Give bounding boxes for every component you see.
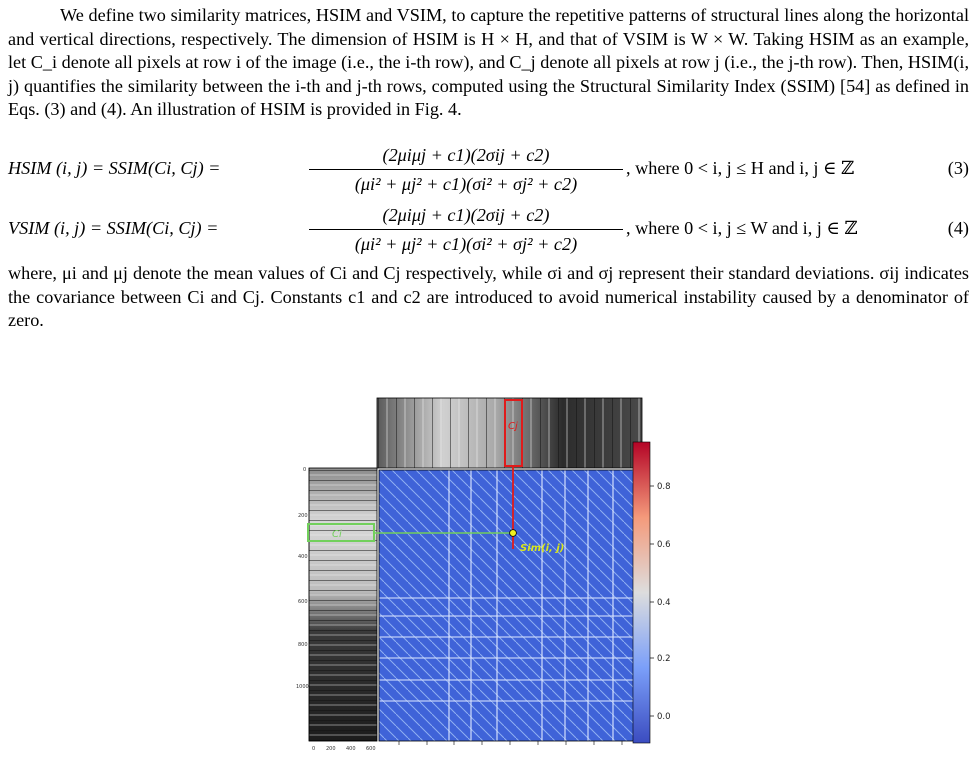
equation-denominator: (μi² + μj² + c1)(σi² + σj² + c2) (354, 174, 578, 194)
bottom-axis-tick: 200 (326, 746, 336, 752)
left-axis-tick: 0 (303, 467, 307, 473)
where-paragraph (8, 262, 969, 333)
left-axis (296, 467, 309, 741)
equation-numerator: (2μiμj + c1)(2σij + c2) (382, 205, 550, 225)
equation-number: (4) (947, 218, 969, 238)
where-text: where, μi and μj denote the mean values of Ci and Cj respectively, while σi and σj represent their standard deviations. σij indicates the covariance between Ci and Cj. Constants c1 and c2 are introduced to avoid numerical instability caused by a denominator of zero. (8, 263, 969, 331)
left-axis-tick: 400 (298, 554, 308, 560)
equation-lhs: HSIM (i, j) = SSIM(Ci, Cj) = (8, 158, 221, 178)
colorbar (633, 442, 671, 743)
bottom-axis-tick: 0 (312, 746, 316, 752)
equation-condition: , where 0 < i, j ≤ W and i, j ∈ ℤ (626, 218, 858, 238)
equation-4 (8, 202, 969, 262)
top-marker-label: Cj (508, 421, 518, 432)
equation-fraction (309, 142, 623, 197)
colorbar-tick: 0.8 (657, 482, 671, 492)
equation-3 (8, 142, 969, 202)
equation-fraction (309, 202, 623, 257)
left-image-strip (309, 468, 377, 741)
left-axis-tick: 200 (298, 513, 308, 519)
bottom-axis (309, 741, 622, 752)
equation-numerator: (2μiμj + c1)(2σij + c2) (382, 145, 550, 165)
colorbar-tick: 0.0 (657, 712, 671, 722)
bottom-axis-tick: 400 (346, 746, 356, 752)
left-axis-tick: 1000 (296, 684, 309, 690)
fraction-bar (309, 229, 623, 230)
colorbar-tick: 0.4 (657, 598, 671, 608)
equation-lhs: VSIM (i, j) = SSIM(Ci, Cj) = (8, 218, 219, 238)
colorbar-tick: 0.6 (657, 540, 671, 550)
bottom-axis-tick: 600 (366, 746, 376, 752)
hsim-illustration (0, 390, 977, 752)
left-axis-tick: 800 (298, 642, 308, 648)
intro-paragraph (8, 4, 969, 122)
similarity-matrix (379, 470, 642, 741)
fraction-bar (309, 169, 623, 170)
top-image-strip (377, 398, 642, 468)
colorbar-tick: 0.2 (657, 654, 671, 664)
left-marker-label: Ci (332, 529, 342, 540)
equation-condition: , where 0 < i, j ≤ H and i, j ∈ ℤ (626, 158, 855, 178)
equation-denominator: (μi² + μj² + c1)(σi² + σj² + c2) (354, 234, 578, 254)
equation-number: (3) (947, 158, 969, 178)
left-axis-tick: 600 (298, 599, 308, 605)
intro-text: We define two similarity matrices, HSIM and VSIM, to capture the repetitive patterns of structural lines along the horizontal and vertical directions, respectively. The dimension of HSIM is H × H, and that of VSIM is W × W. Taking HSIM as an example, let C_i denote all pixels at row i of the image (i.e., the i-th row), and C_j denote all pixels at row j (i.e., the j-th row). Then, HSIM(i, j) quantifies the similarity between the i-th and j-th rows, computed using the Structural Similarity Index (SSIM) [54] as defined in Eqs. (3) and (4). An illustration of HSIM is provided in Fig. 4. (8, 5, 969, 120)
figure-4 (0, 390, 977, 752)
point-label: Sim(i, j) (520, 543, 565, 554)
